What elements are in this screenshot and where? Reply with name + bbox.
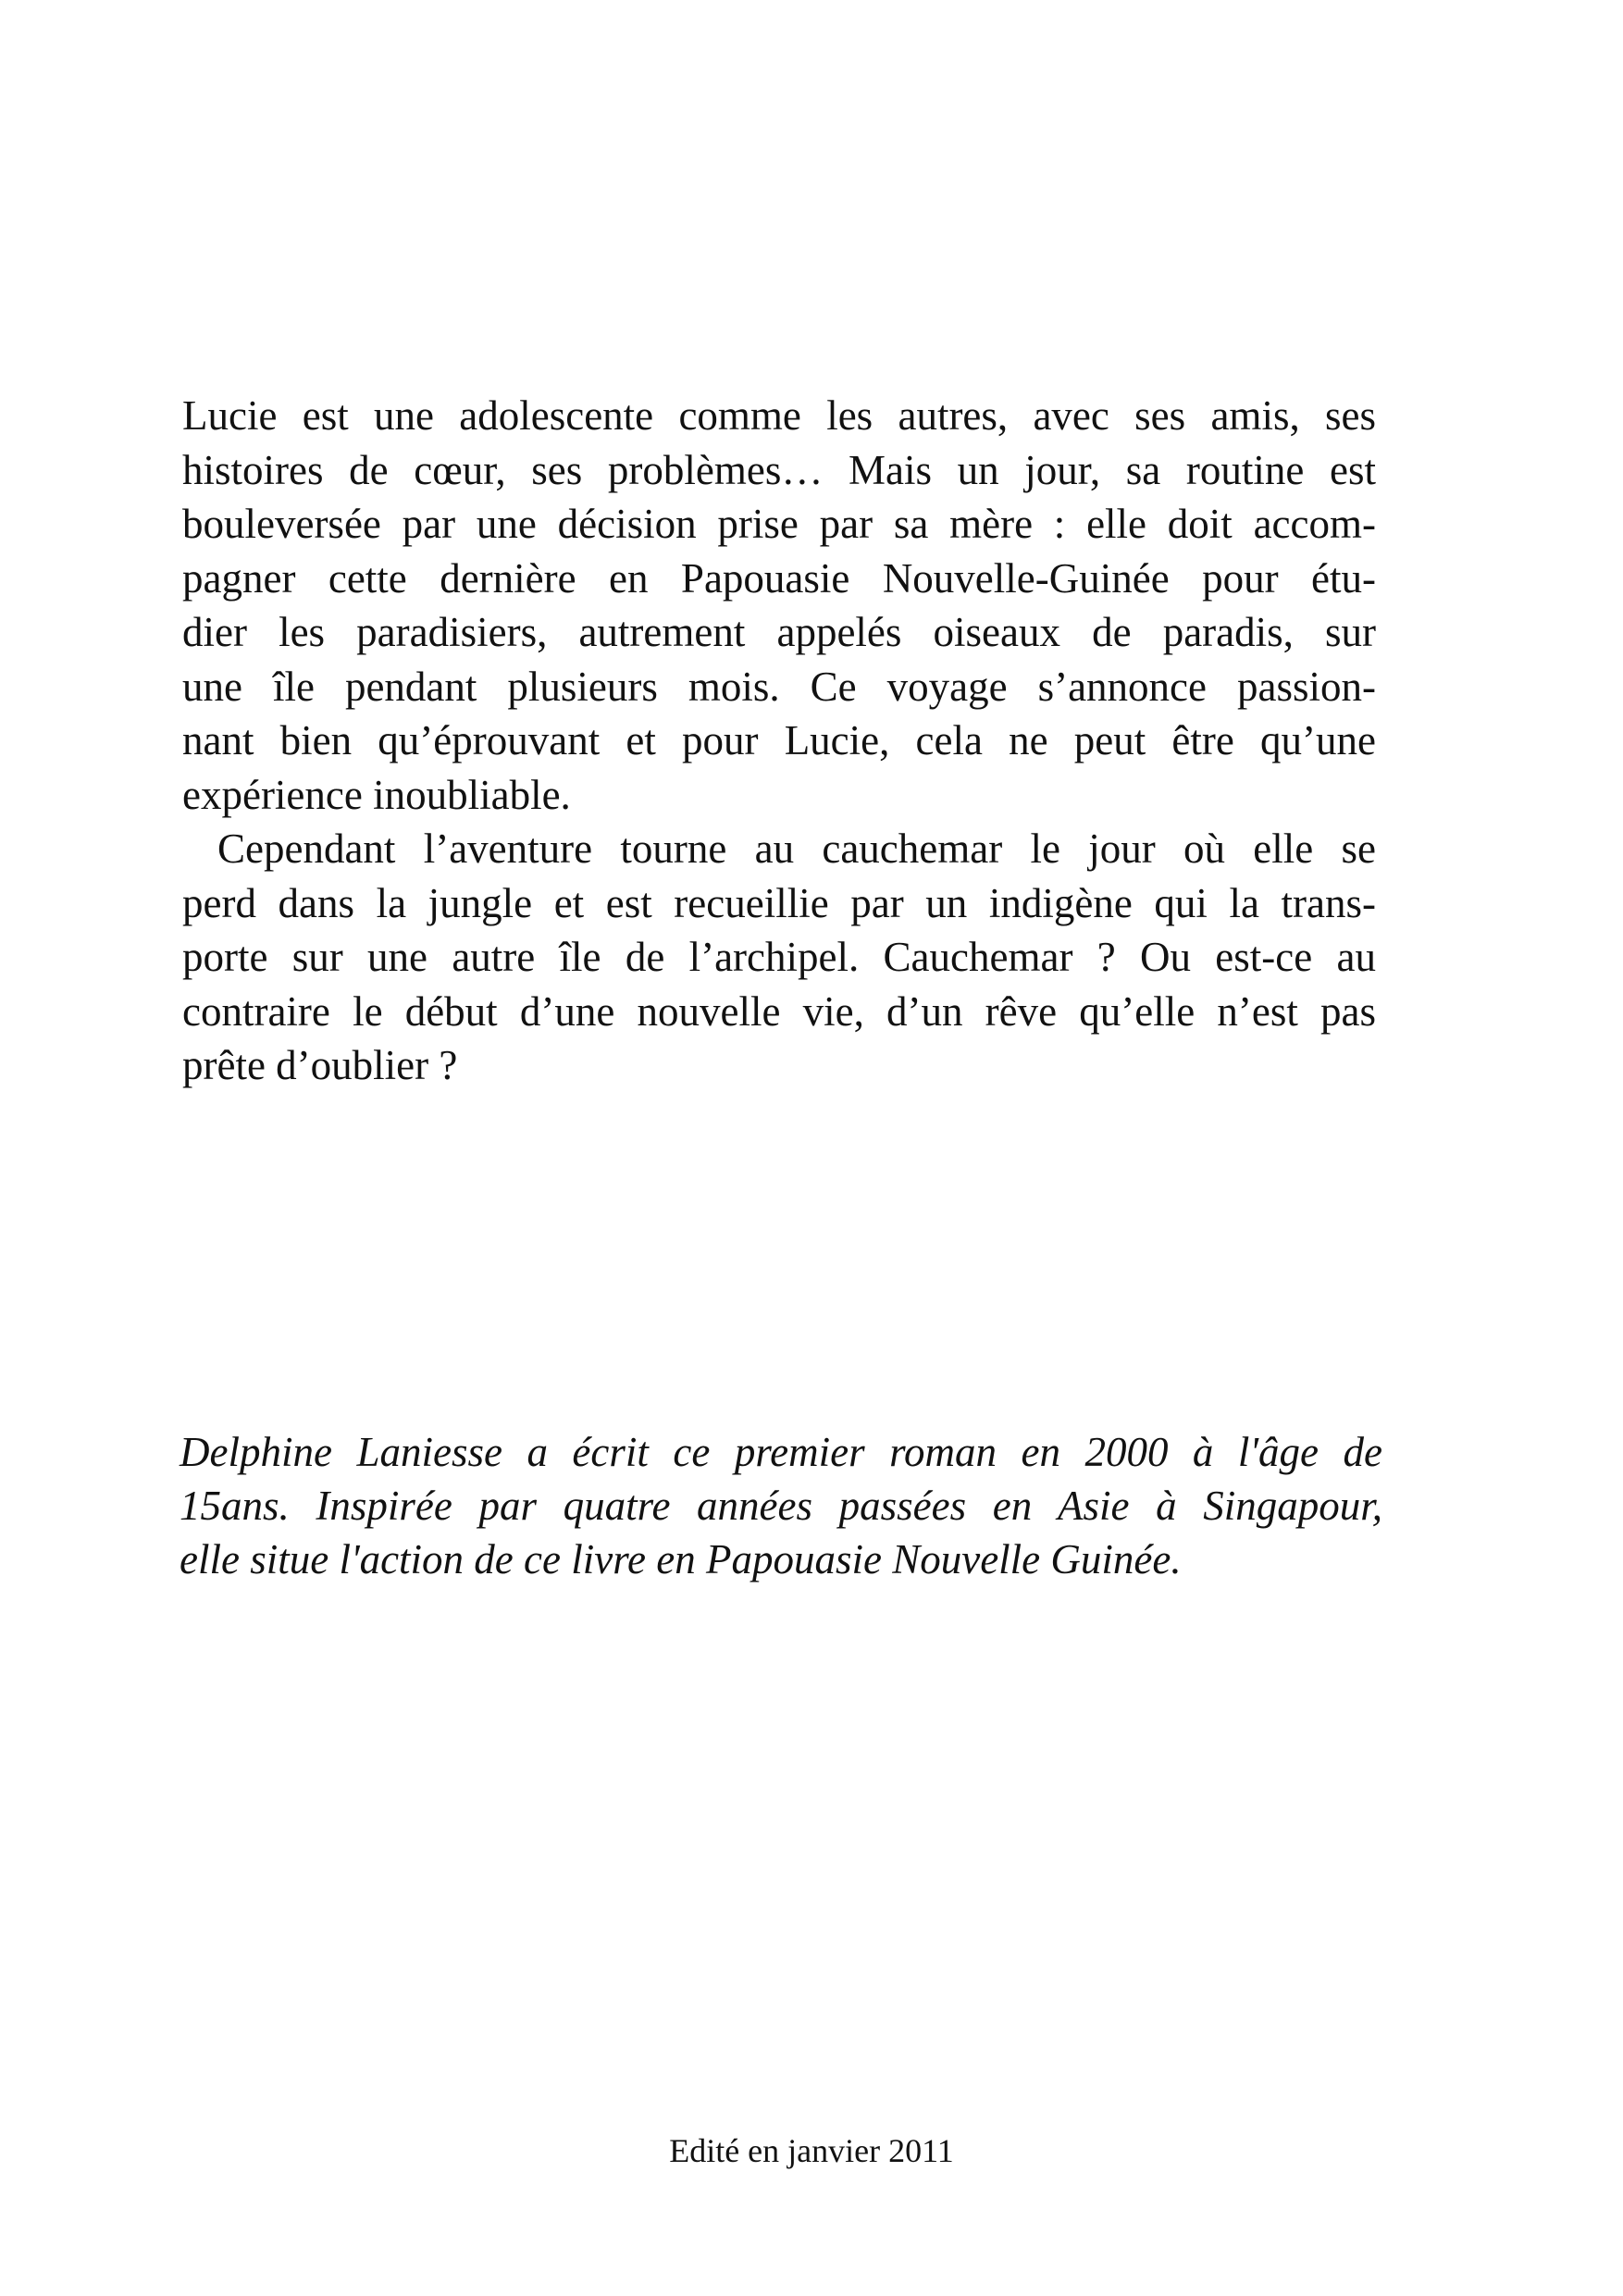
blurb-line: prête d’oublier ?	[182, 1042, 458, 1088]
edition-date: Edité en janvier 2011	[669, 2132, 954, 2169]
blurb-line: contraire le début d’une nouvelle vie, d’un rêve qu’elle n’est pas	[182, 987, 1376, 1035]
author-note-line: 15ans. Inspirée par quatre années passées en Asie à Singapour,	[180, 1483, 1382, 1529]
blurb-line: histoires de cœur, ses problèmes… Mais un jour, sa routine est	[182, 446, 1376, 493]
author-note-line: elle situe l'action de ce livre en Papouasie Nouvelle Guinée.	[180, 1536, 1182, 1582]
blurb-paragraph-2	[182, 822, 1376, 1093]
author-note	[180, 1425, 1382, 1586]
blurb-line: porte sur une autre île de l’archipel. Cauchemar ? Ou est-ce au	[182, 934, 1376, 980]
book-blurb	[182, 389, 1376, 1093]
blurb-line: une île pendant plusieurs mois. Ce voyage s’annonce passion-	[182, 663, 1376, 710]
blurb-line: expérience inoubliable.	[182, 771, 571, 818]
author-note-line: Delphine Laniesse a écrit ce premier roman en 2000 à l'âge de	[180, 1429, 1382, 1475]
blurb-line: pagner cette dernière en Papouasie Nouvelle-Guinée pour étu-	[182, 554, 1376, 602]
blurb-paragraph-1	[182, 389, 1376, 822]
blurb-line: perd dans la jungle et est recueillie par un indigène qui la trans-	[182, 879, 1376, 926]
blurb-line: Cependant l’aventure tourne au cauchemar le jour où elle se	[217, 825, 1376, 872]
blurb-line: nant bien qu’éprouvant et pour Lucie, cela ne peut être qu’une	[182, 717, 1376, 763]
blurb-line: bouleversée par une décision prise par sa mère : elle doit accom-	[182, 501, 1376, 547]
blurb-line: dier les paradisiers, autrement appelés oiseaux de paradis, sur	[182, 609, 1376, 655]
blurb-line: Lucie est une adolescente comme les autres, avec ses amis, ses	[182, 392, 1376, 439]
